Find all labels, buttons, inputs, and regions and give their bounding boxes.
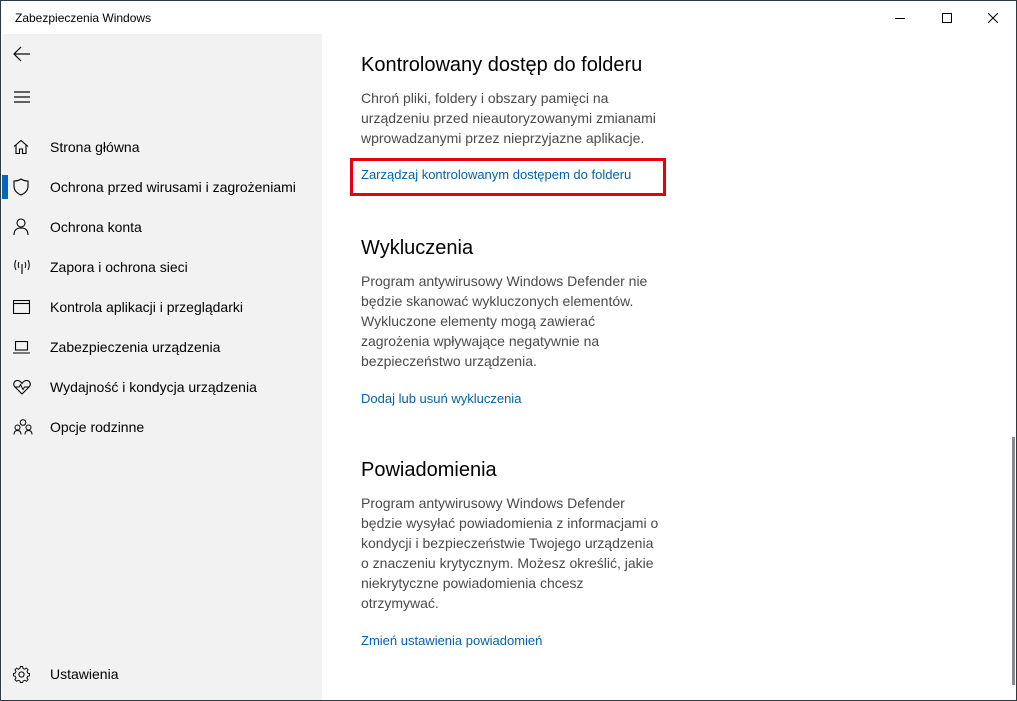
minimize-button[interactable]: [877, 1, 923, 34]
close-icon: [988, 13, 998, 23]
gear-icon: [13, 666, 30, 683]
sidebar-item-label: Wydajność i kondycja urządzenia: [50, 379, 257, 395]
window-title: Zabezpieczenia Windows: [15, 11, 152, 25]
description-line: Program antywirusowy Windows Defender nie: [361, 273, 648, 289]
title-bar: [1, 1, 1016, 34]
description-line: wprowadzanymi przez nieprzyjazne aplikacje.: [361, 130, 645, 146]
wireless-antenna-icon: [13, 259, 31, 275]
description-line: kondycji i bezpieczeństwie Twojego urządzenia: [361, 535, 654, 551]
sidebar-item-firewall[interactable]: [2, 247, 322, 287]
sidebar-item-label: Ustawienia: [50, 666, 119, 682]
highlight-annotation-box: [350, 158, 666, 196]
description-line: będzie skanować wykluczonych elementów.: [361, 293, 634, 309]
sidebar-item-label: Opcje rodzinne: [50, 419, 145, 435]
person-icon: [13, 218, 29, 236]
sidebar-item-app-browser-control[interactable]: [2, 287, 322, 327]
maximize-icon: [942, 13, 952, 23]
menu-button[interactable]: [2, 79, 42, 115]
back-button[interactable]: [2, 36, 42, 72]
section-description: [361, 271, 691, 371]
description-line: otrzymywać.: [361, 595, 439, 611]
sidebar-item-device-security[interactable]: [2, 327, 322, 367]
description-line: bezpieczeństwo urządzenia.: [361, 353, 537, 369]
vertical-scrollbar[interactable]: [1012, 437, 1015, 685]
sidebar-item-account-protection[interactable]: [2, 207, 322, 247]
minimize-icon: [895, 13, 905, 23]
family-icon: [13, 419, 33, 435]
description-line: zagrożenia wpływające negatywnie na: [361, 333, 600, 349]
hamburger-icon: [14, 91, 30, 103]
section-description: [361, 493, 691, 613]
description-line: Wykluczone elementy mogą zawierać: [361, 313, 596, 329]
browser-window-icon: [13, 300, 30, 314]
sidebar-item-label: Strona główna: [50, 139, 140, 155]
home-icon: [13, 139, 29, 155]
add-remove-exclusions-link[interactable]: Dodaj lub usuń wykluczenia: [361, 391, 522, 406]
sidebar-item-label: Kontrola aplikacji i przeglądarki: [50, 299, 243, 315]
sidebar-item-label: Zabezpieczenia urządzenia: [50, 339, 221, 355]
laptop-icon: [13, 341, 30, 354]
close-button[interactable]: [970, 1, 1016, 34]
sidebar-item-label: Ochrona konta: [50, 219, 142, 235]
sidebar-item-virus-protection[interactable]: [2, 167, 322, 207]
description-line: Chroń pliki, foldery i obszary pamięci na: [361, 90, 609, 106]
back-arrow-icon: [13, 46, 31, 62]
maximize-button[interactable]: [924, 1, 970, 34]
shield-icon: [13, 178, 29, 196]
main-content: [322, 34, 1012, 701]
sidebar-item-label: Ochrona przed wirusami i zagrożeniami: [50, 179, 296, 195]
sidebar-item-home[interactable]: [2, 127, 322, 167]
sidebar-item-device-performance[interactable]: [2, 367, 322, 407]
section-title: Wykluczenia: [361, 237, 474, 259]
section-title: Kontrolowany dostęp do folderu: [361, 54, 643, 76]
sidebar: [2, 34, 322, 701]
description-line: będzie wysyłać powiadomienia z informacjami o: [361, 515, 659, 531]
section-notifications: [361, 457, 691, 650]
manage-controlled-folder-access-link[interactable]: Zarządzaj kontrolowanym dostępem do folderu: [361, 167, 632, 182]
section-exclusions: [361, 235, 691, 408]
change-notification-settings-link[interactable]: Zmień ustawienia powiadomień: [361, 633, 543, 648]
description-line: niekrytyczne powiadomienia chcesz: [361, 575, 584, 591]
description-line: urządzeniu przed nieautoryzowanymi zmianami: [361, 110, 656, 126]
heart-pulse-icon: [13, 380, 31, 395]
section-title: Powiadomienia: [361, 459, 497, 481]
section-description: [361, 88, 691, 148]
sidebar-item-family-options[interactable]: [2, 407, 322, 447]
sidebar-item-settings[interactable]: [2, 654, 322, 694]
sidebar-item-label: Zapora i ochrona sieci: [50, 259, 188, 275]
description-line: Program antywirusowy Windows Defender: [361, 495, 625, 511]
description-line: o znaczeniu krytycznym. Możesz określić, jakie: [361, 555, 654, 571]
